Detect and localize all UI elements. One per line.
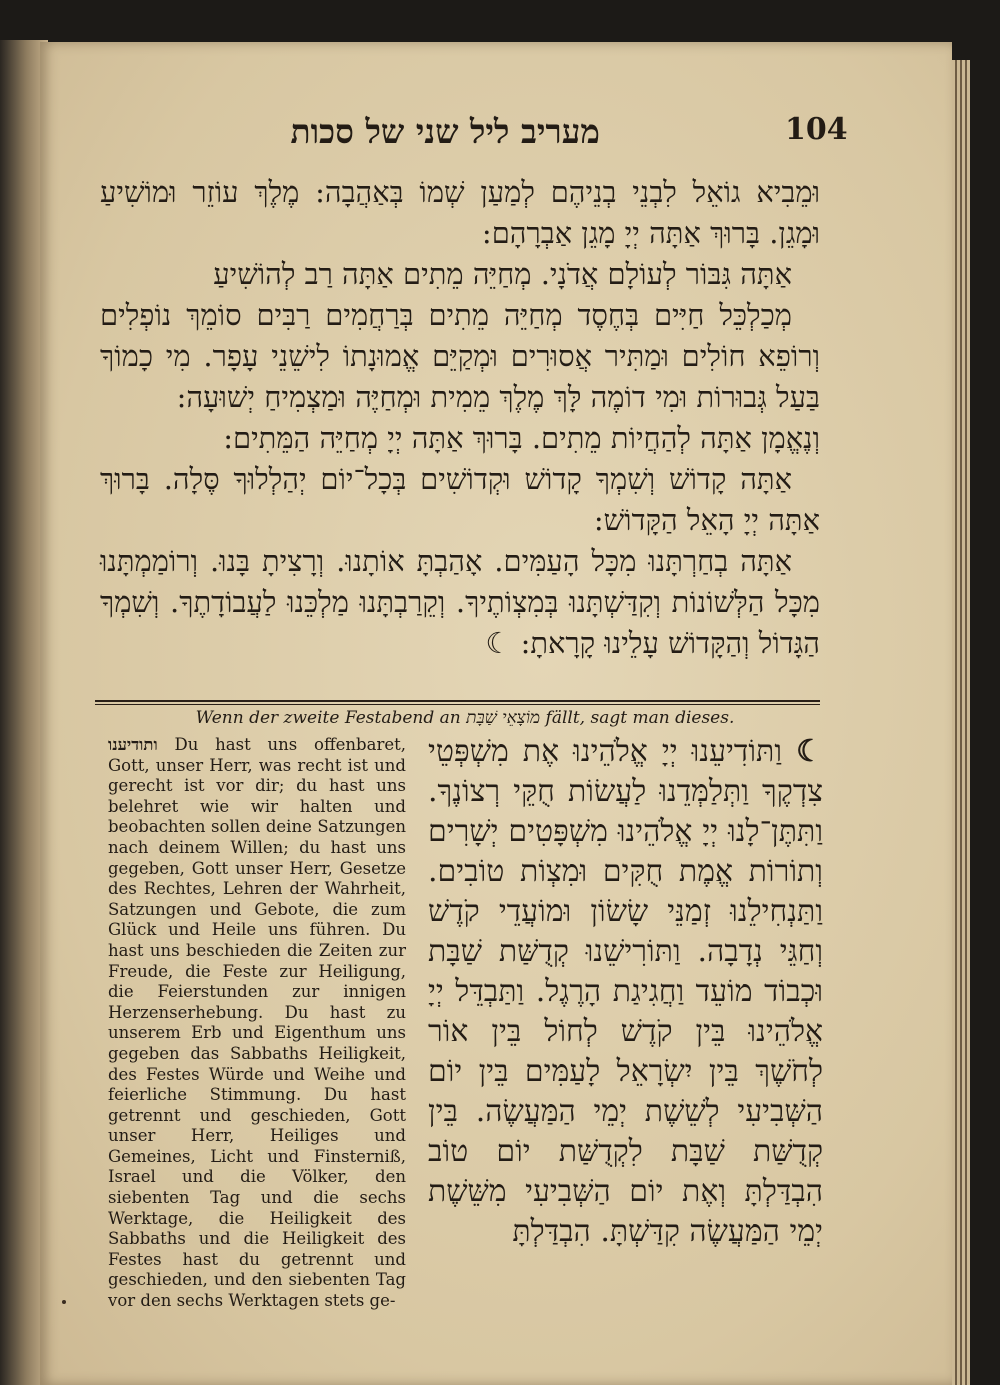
hebrew-paragraph: אַתָּה גִּבּוֹר לְעוֹלָם אֲדֹנָי. מְחַיֵּה מֵתִים אַתָּה רַב לְהוֹשִׁיעַ bbox=[213, 257, 792, 291]
rubric-note: Wenn der zweite Festabend an מוֹצָאֵי שַׁבָּת fällt, sagt man dieses. bbox=[195, 708, 735, 728]
translation-text: Du hast uns offenbaret, Gott, unser Herr, was recht ist und gerecht ist vor dir; du hast uns belehret wie wir halten und beobachten sollen deine Satzungen nach deinem Willen; du hast uns gegeben, Gott unser Herr, Gesetze des Rechtes, Lehren der Wahrheit, Satzungen und Gebote, die zum Glück und Heile uns führen. Du hast uns beschieden die Zeiten zur Freude, die Feste zur Heiligung, die Feierstunden zur innigen Herzenserhebung. Du hast zu unserem Erb und Eigenthum uns gegeben das Sabbaths Heiligkeit, des Festes Würde und Weihe und feierliche Stimmung. Du hast getrennt und geschieden, Gott unser Herr, Heiliges und Gemeines, Licht und Finsterniß, Israel und die Völker, den siebenten Tag und die sechs Werktage, die Heiligkeit des Sabbaths und die Heiligkeit des Festes hast du getrennt und geschieden, und den siebenten Tag vor den sechs Werktagen stets ge- bbox=[108, 735, 406, 1311]
running-head bbox=[70, 112, 848, 162]
translation-keyword: ותודיענו bbox=[108, 735, 158, 754]
hebrew-paragraph: אַתָּה קָדוֹשׁ וְשִׁמְךָ קָדוֹשׁ וּקְדוֹשִׁים בְּכָל־יוֹם יְהַלְלוּךָ סֶּלָה. בָּרוּךְ אַתָּה יְיָ הָאֵל הַקָּדוֹשׁ: bbox=[100, 462, 820, 537]
hebrew-paragraph: וְנֶאֱמָן אַתָּה לְהַחֲיוֹת מֵתִים. בָּרוּךְ אַתָּה יְיָ מְחַיֵּה הַמֵּתִים: bbox=[223, 421, 820, 455]
hebrew-paragraph: וּמֵבִיא גוֹאֵל לִבְנֵי בְנֵיהֶם לְמַעַן שְׁמוֹ בְּאַהֲבָה: מֶלֶךְ עוֹזֵר וּמוֹשִׁיעַ וּמָגֵן. בָּרוּךְ אַתָּה יְיָ מָגֵן אַבְרָהָם: bbox=[100, 175, 820, 250]
hebrew-column-text: וַתּוֹדִיעֵנוּ יְיָ אֱלֹהֵינוּ אֶת מִשְׁפְּטֵי צִדְקֶךָ וַתְּלַמְּדֵנוּ לַעֲשׂוֹת חֻקֵּי רְצוֹנֶךָ. וַתִּתֶּן־לָנוּ יְיָ אֱלֹהֵינוּ מִשְׁפָּטִים יְשָׁרִים וְתוֹרוֹת אֱמֶת חֻקִּים וּמִצְוֹת טוֹבִים. וַתַּנְחִילֵנוּ זְמַנֵּי שָׂשׂוֹן וּמוֹעֲדֵי קֹדֶשׁ וְחַגֵּי נְדָבָה. וַתּוֹרִישֵׁנוּ קְדֻשַּׁת שַׁבָּת וּכְבוֹד מוֹעֵד וַחֲגִיגַת הָרֶגֶל. וַתַּבְדֵּל יְיָ אֱלֹהֵינוּ בֵּין קֹדֶשׁ לְחוֹל בֵּין אוֹר לְחֹשֶׁךְ בֵּין יִשְׂרָאֵל לָעַמִּים בֵּין יוֹם הַשְּׁבִיעִי לְשֵׁשֶׁת יְמֵי הַמַּעֲשֶׂה. בֵּין קְדֻשַּׁת שַׁבָּת לִקְדֻשַּׁת יוֹם טוֹב הִבְדַּלְתָּ וְאֶת יוֹם הַשְּׁבִיעִי מִשֵּׁשֶׁת יְמֵי הַמַּעֲשֶׂה קִדַּשְׁתָּ. הִבְדַּלְתָּ bbox=[428, 734, 823, 1249]
divider-rule bbox=[95, 700, 820, 702]
page-title: מעריב ליל שני של סכות bbox=[290, 112, 600, 151]
page-speck bbox=[62, 1300, 66, 1304]
german-translation-column bbox=[108, 735, 406, 1311]
page-number: 104 bbox=[785, 112, 848, 147]
hebrew-paragraph: אַתָּה בְחַרְתָּנוּ מִכָּל הָעַמִּים. אָהַבְתָּ אוֹתָנוּ. וְרָצִיתָ בָּנוּ. וְרוֹמַמְתָּנוּ מִכָּל הַלְּשׁוֹנוֹת וְקִדַּשְׁתָּנוּ בְּמִצְוֹתֶיךָ. וְקֵרַבְתָּנוּ מַלְכֵּנוּ לַעֲבוֹדָתֶךָ. וְשִׁמְךָ הַגָּדוֹל וְהַקָּדוֹשׁ עָלֵינוּ קָרָאתָ: ☾ bbox=[100, 544, 820, 660]
hebrew-prayer-block bbox=[100, 172, 820, 664]
hebrew-paragraph: מְכַלְכֵּל חַיִּים בְּחֶסֶד מְחַיֵּה מֵתִים בְּרַחֲמִים רַבִּים סוֹמֵךְ נוֹפְלִים וְרוֹפֵא חוֹלִים וּמַתִּיר אֲסוּרִים וּמְקַיֵּם אֱמוּנָתוֹ לִישֵׁנֵי עָפָר. מִי כָמוֹךָ בַּעַל גְּבוּרוֹת וּמִי דוֹמֶה לָּךְ מֶלֶךְ מֵמִית וּמְחַיֶּה וּמַצְמִיחַ יְשׁוּעָה: bbox=[100, 298, 820, 414]
section-marker: ☾ bbox=[796, 734, 823, 769]
hebrew-column bbox=[428, 732, 823, 1252]
